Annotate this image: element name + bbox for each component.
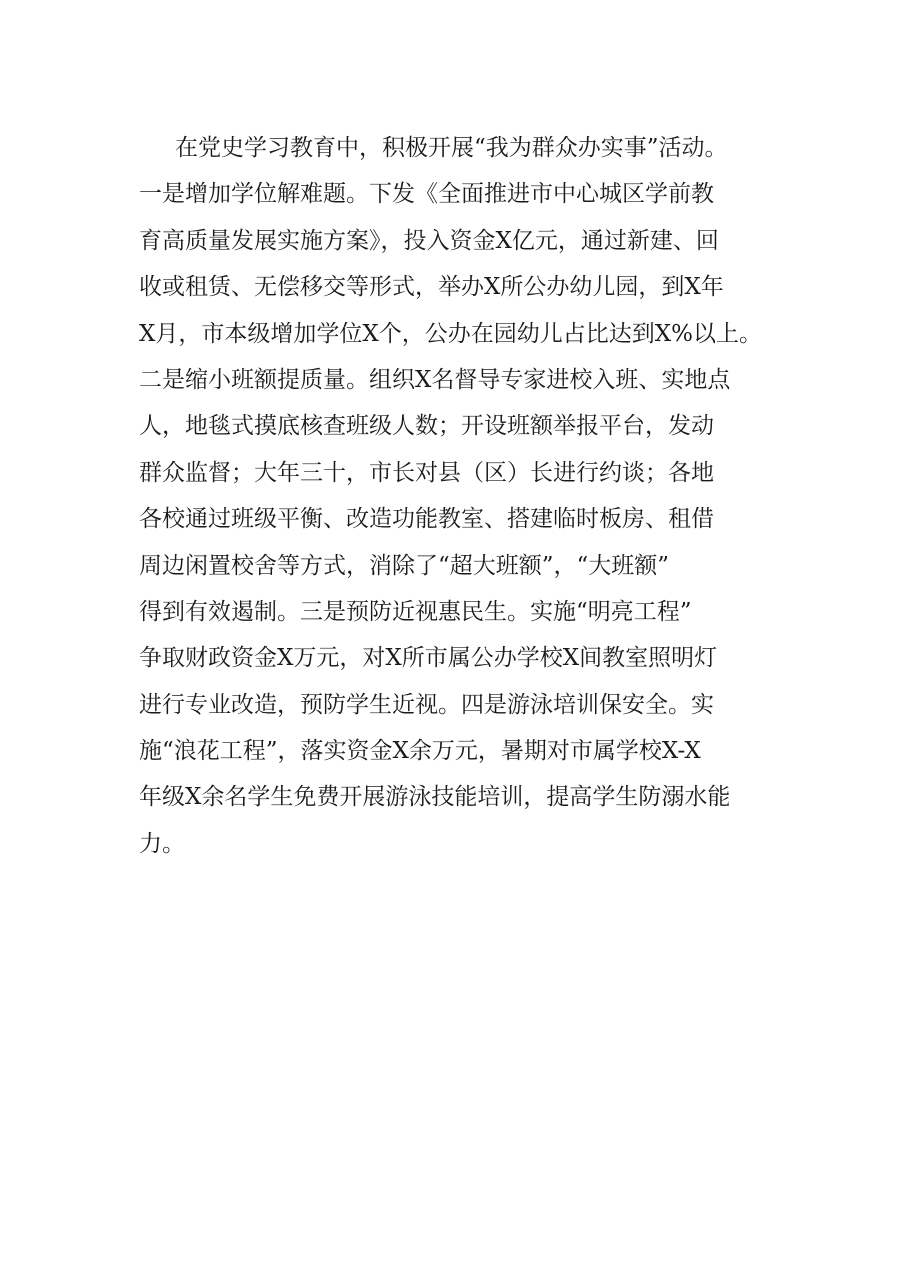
paragraph-line: 进行专业改造，预防学生近视。四是游泳培训保安全。实: [139, 691, 714, 718]
paragraph-line: 周边闲置校舍等方式，消除了“超大班额”，“大班额”: [139, 552, 670, 579]
paragraph-line: 一是增加学位解难题。下发《全面推进市中心城区学前教: [139, 181, 714, 208]
paragraph-line: 得到有效遏制。三是预防近视惠民生。实施“明亮工程”: [139, 598, 692, 625]
paragraph-line: 在党史学习教育中，积极开展“我为群众办实事”活动。: [175, 135, 728, 161]
paragraph-line: 育高质量发展实施方案》，投入资金X亿元，通过新建、回: [139, 227, 719, 254]
paragraph-line: 各校通过班级平衡、改造功能教室、搭建临时板房、租借: [139, 506, 714, 533]
body-paragraph: [139, 125, 799, 867]
paragraph-line: 二是缩小班额提质量。组织X名督导专家进校入班、实地点: [139, 366, 731, 393]
paragraph-line: 力。: [139, 830, 185, 857]
paragraph-line: 人，地毯式摸底核查班级人数；开设班额举报平台，发动: [139, 413, 714, 440]
paragraph-line: 收或租赁、无偿移交等形式，举办X所公办幼儿园，到X年: [139, 274, 724, 301]
paragraph-line: 施“浪花工程”，落实资金X余万元，暑期对市属学校X-X: [139, 738, 701, 765]
paragraph-line: 群众监督；大年三十，市长对县（区）长进行约谈；各地: [139, 459, 714, 486]
paragraph-line: X月，市本级增加学位X个，公办在园幼儿占比达到X%以上。: [139, 320, 762, 347]
paragraph-line: 年级X余名学生免费开展游泳技能培训，提高学生防溺水能: [139, 784, 731, 811]
paragraph-line: 争取财政资金X万元，对X所市属公办学校X间教室照明灯: [139, 645, 718, 672]
